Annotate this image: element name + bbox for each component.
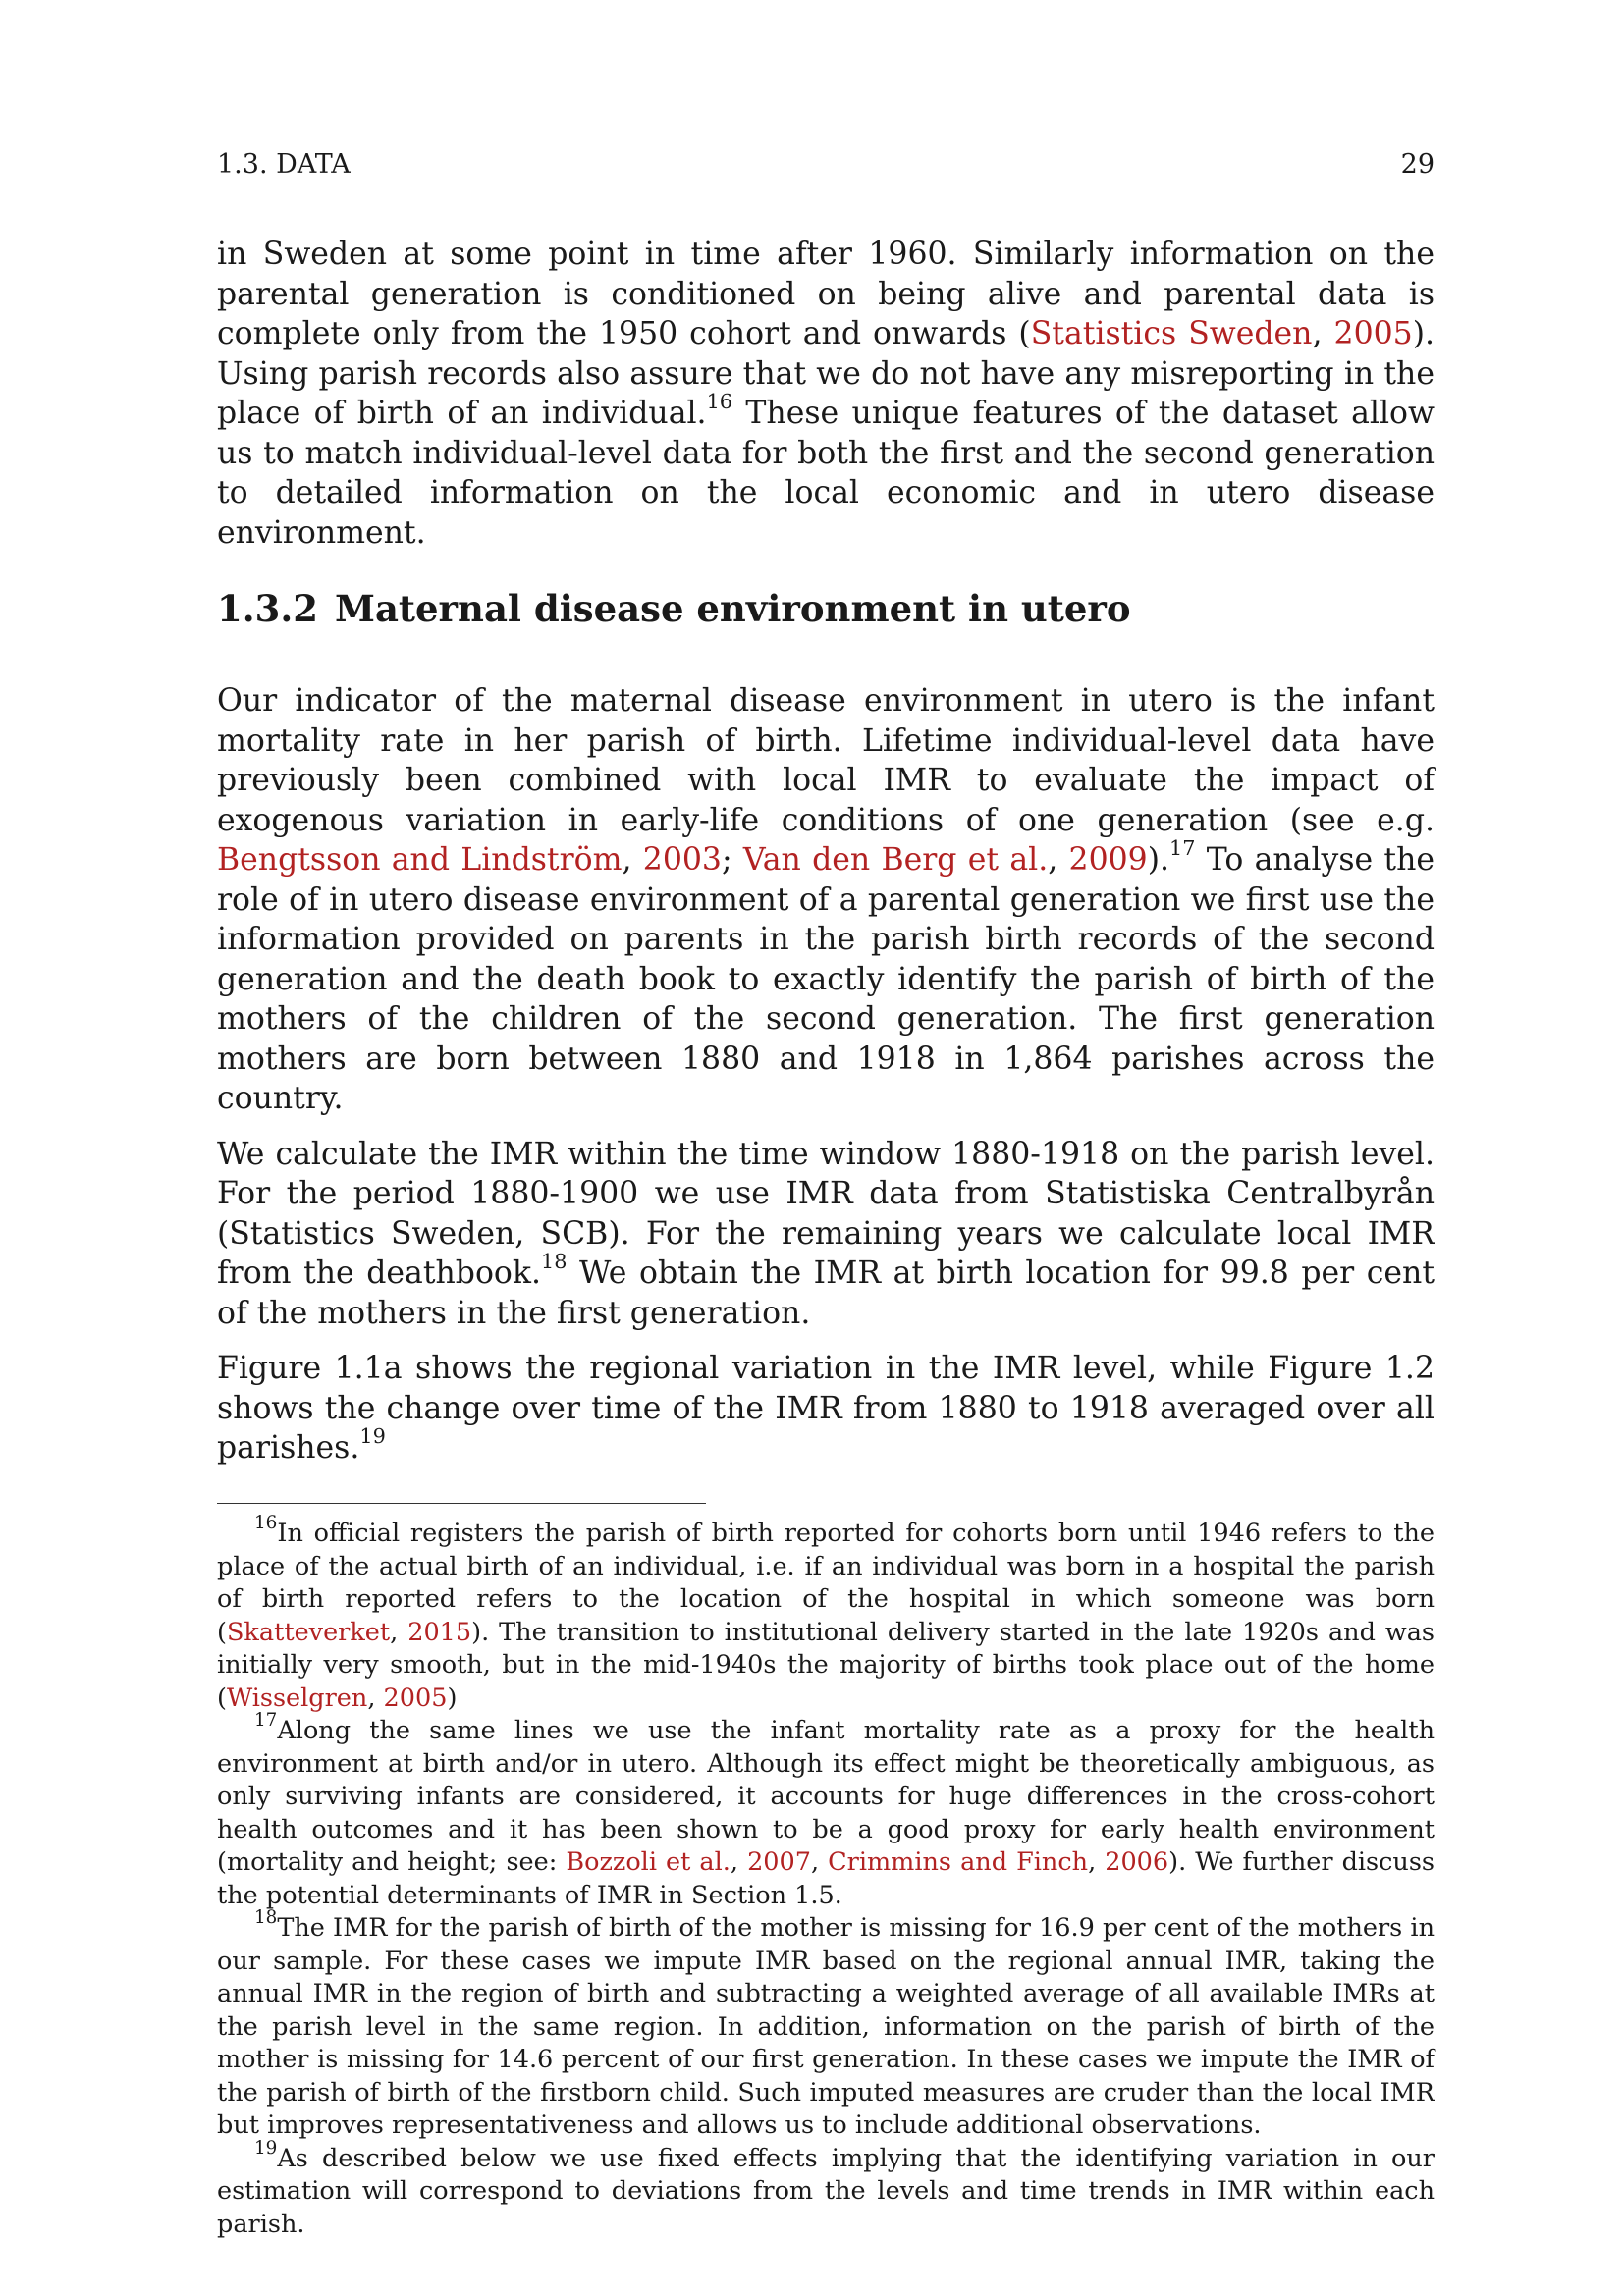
citation-year-link[interactable]: 2007 [747,1847,811,1877]
citation-link[interactable]: Bengtsson and Lindström [217,842,623,878]
footnotes [217,1512,1435,2241]
footnote-18: $^{18}$The IMR for the parish of birth of the mother is missing for 16.9 per cent of the mothers in our sample. For these cases we impute IMR based on the regional annual IMR, taking the annual IMR in the region of birth and subtracting a weighted average of all available IMRs at the parish level in the same region. In addition, information on the parish of birth of the mother is missing for 14.6 percent of our first generation. In these cases we impute the IMR of the parish of birth of the firstborn child. Such imputed measures are cruder than the local IMR but improves representativeness and allows us to include additional observations. [217,1906,1435,2140]
citation-link[interactable]: Wisselgren [226,1682,368,1713]
citation-year-link[interactable]: 2015 [407,1617,472,1647]
section-heading [217,587,1131,630]
footnote-ref: 16 [706,390,733,414]
intro-paragraph: in Sweden at some point in time after 1960. Similarly information on the parental generation is conditioned on being alive and parental data is complete only from the 1950 cohort and onwards (Statistics Sweden, 2005). Using parish records also assure that we do not have any misreporting in the place of birth of an individual.$^{16}$ These unique features of the dataset allow us to match individual-level data for both the first and the second generation to detailed information on the local economic and in utero disease environment. [217,237,1435,551]
footnote-ref: 17 [1169,836,1196,861]
citation-year-link[interactable]: 2005 [383,1682,448,1713]
footnote-ref: 18 [540,1250,568,1274]
citation-year-link[interactable]: 2005 [1333,316,1413,351]
page-number: 29 [1400,149,1435,180]
citation-link[interactable]: Bozzoli et al. [566,1847,731,1877]
footnote-ref: 19 [359,1424,386,1449]
paragraph-1: Our indicator of the maternal disease environment in utero is the infant mortality rate in her parish of birth. Lifetime individual-level data have previously been combined with local IMR to evaluate the impact of exogenous variation in early-life conditions of one generation (see e.g. Bengtsson and Lindström, 2003; Van den Berg et al., 2009).$^{17}$ To analyse the role of in utero disease environment of a parental generation we first use the information provided on parents in the parish birth records of the second generation and the death book to exactly identify the parish of birth of the mothers of the children of the second generation. The first generation mothers are born between 1880 and 1918 in 1,864 parishes across the country. [217,683,1435,1116]
citation-link[interactable]: Statistics Sweden [1030,316,1313,351]
citation-link[interactable]: Skatteverket [226,1617,391,1647]
footnote-16: $^{16}$In official registers the parish of birth reported for cohorts born until 1946 refers to the place of the actual birth of an individual, i.e. if an individual was born in a hospital the parish of birth reported refers to the location of the hospital in which someone was born (Skatteverket, 2015). The transition to institutional delivery started in the late 1920s and was initially very smooth, but in the mid-1940s the majority of births took place out of the home (Wisselgren, 2005) [217,1512,1435,1713]
running-header-section: 1.3. DATA [217,149,351,180]
citation-link[interactable]: Crimmins and Finch [828,1847,1089,1877]
section-body [217,681,1435,1484]
citation-year-link[interactable]: 2006 [1105,1847,1169,1877]
footnote-19: $^{19}$As described below we use fixed effects implying that the identifying variation in our estimation will correspond to deviations from the levels and time trends in IMR within each parish. [217,2137,1435,2239]
citation-link[interactable]: Van den Berg et al. [742,842,1049,878]
paragraph-2: We calculate the IMR within the time window 1880-1918 on the parish level. For the period 1880-1900 we use IMR data from Statistiska Centralbyrån (Statistics Sweden, SCB). For the remaining years we calculate local IMR from the deathbook.$^{18}$ We obtain the IMR at birth location for 99.8 per cent of the mothers in the first generation. [217,1136,1435,1331]
section-number: 1.3.2 [217,587,318,630]
citation-year-link[interactable]: 2003 [642,842,722,878]
footnote-17: $^{17}$Along the same lines we use the infant mortality rate as a proxy for the health environment at birth and/or in utero. Although its effect might be theoretically ambiguous, as only surviving infants are considered, it accounts for huge differences in the cross-cohort health outcomes and it has been shown to be a good proxy for early health environment (mortality and height; see: Bozzoli et al., 2007, Crimmins and Finch, 2006). We further discuss the potential determinants of IMR in Section 1.5. [217,1709,1435,1910]
paragraph-3: Figure 1.1a shows the regional variation in the IMR level, while Figure 1.2 shows the change over time of the IMR from 1880 to 1918 averaged over all parishes.$^{19}$ [217,1351,1435,1466]
section-title: Maternal disease environment in utero [335,587,1131,630]
footnote-separator [217,1503,706,1504]
citation-year-link[interactable]: 2009 [1068,842,1148,878]
running-header [217,149,1435,180]
